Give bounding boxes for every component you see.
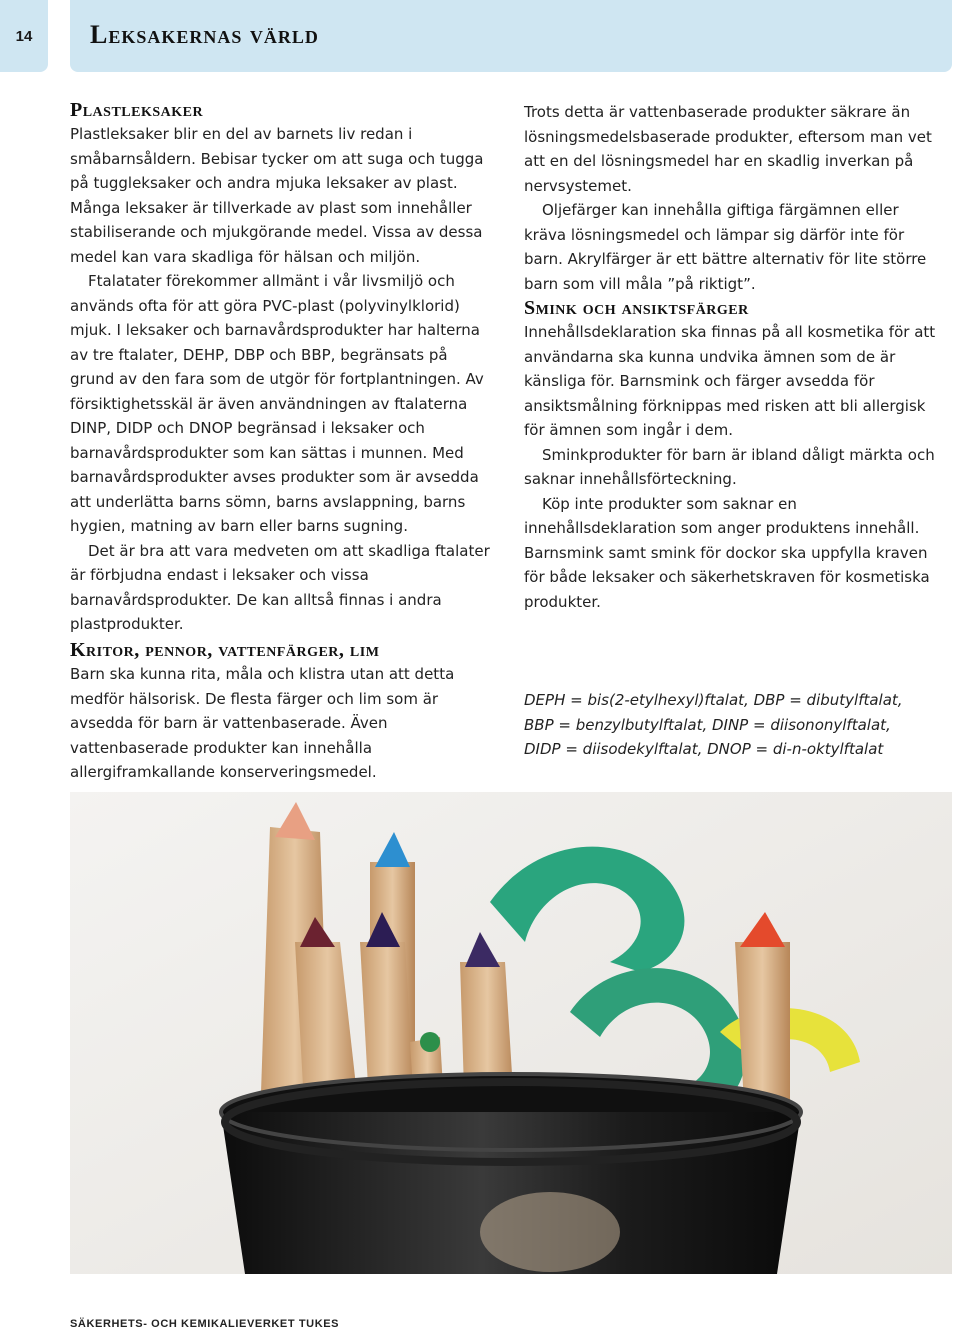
section-heading-plastleksaker: Plastleksaker	[70, 99, 204, 121]
paragraph: Köp inte produkter som saknar en innehållsdeklaration som anger produktens innehåll. Barnsmink samt smink för dockor ska uppfylla kraven för både leksaker och säkerhetskraven för kosmetiska produkter.	[524, 494, 930, 611]
section-heading-smink: Smink och ansiktsfärger	[524, 297, 749, 319]
page-number-box	[0, 0, 48, 72]
abbreviation-line: DIDP = diisodekylftalat, DNOP = di-n-oktylftalat	[524, 740, 884, 758]
chapter-header	[70, 0, 952, 72]
pencil-cup-illustration	[70, 792, 952, 1274]
page-number: 14	[15, 27, 33, 45]
paragraph: Oljefärger kan innehålla giftiga färgämnen eller kräva lösningsmedel och lämpar sig därför inte för barn. Akrylfärger är ett bättre alternativ för lite större barn som vill måla ”på riktigt”.	[524, 201, 927, 293]
photo-pencil-cup	[70, 792, 952, 1274]
paragraph: Barn ska kunna rita, måla och klistra utan att detta medför hälsorisk. De flesta färger och lim som är avsedda för barn är vattenbaserade. Även vattenbaserade produkter kan innehålla allergiframkallande konserveringsmedel.	[70, 665, 455, 781]
abbreviation-line: DEPH = bis(2-etylhexyl)ftalat, DBP = dibutylftalat,	[524, 691, 903, 709]
paragraph: Plastleksaker blir en del av barnets liv redan i småbarnsåldern. Bebisar tycker om att suga och tugga på tuggleksaker och andra mjuka leksaker av plast. Många leksaker är tillverkade av plast som innehåller stabiliserande och mjukgörande medel. Vissa av dessa medel kan vara skadliga för hälsan och miljön.	[70, 125, 484, 266]
section-heading-kritor: Kritor, pennor, vattenfärger, lim	[70, 639, 380, 661]
paragraph: Trots detta är vattenbaserade produkter säkrare än lösningsmedelsbaserade produkter, eftersom man vet att en del lösningsmedel har en skadlig inverkan på nervsystemet.	[524, 103, 932, 195]
footer: SÄKERHETS- OCH KEMIKALIEVERKET TUKES	[70, 1318, 340, 1330]
left-column	[70, 98, 494, 637]
paragraph: Ftalatater förekommer allmänt i vår livsmiljö och används ofta för att göra PVC-plast (polyvinylklorid) mjuk. I leksaker och barnavårdsprodukter har halterna av tre ftalater, DEHP, DBP och BBP, begränsats på grund av den fara som de utgör för fortplantningen. Av försiktighetsskäl är även användningen av ftalaterna DINP, DIDP och DNOP begränsad i leksaker och barnavårdsprodukter som kan sättas i munnen. Med barnavårdsprodukter avses produkter som är avsedda att underlätta barns sömn, barns avslappning, barns hygien, matning av barn eller barns sugning.	[70, 272, 484, 535]
abbreviation-note	[524, 688, 944, 762]
right-column	[524, 100, 944, 614]
abbreviation-line: BBP = benzylbutylftalat, DINP = diisononylftalat,	[524, 715, 891, 734]
paragraph: Det är bra att vara medveten om att skadliga ftalater är förbjudna endast i leksaker och vissa barnavårdsprodukter. De kan alltså finnas i andra plastprodukter.	[70, 541, 490, 633]
paragraph: Innehållsdeklaration ska finnas på all kosmetika för att användarna ska kunna undvika ämnen som de är känsliga för. Barnsmink och färger avsedda för ansiktsmålning förknippas med risken att bli allergisk för ämnen som ingår i dem.	[524, 323, 936, 439]
black-cup	[221, 1074, 801, 1274]
chapter-title: Leksakernas värld	[90, 20, 319, 49]
paragraph: Sminkprodukter för barn är ibland dåligt märkta och saknar innehållsförteckning.	[524, 445, 935, 488]
kritor-section	[70, 638, 500, 785]
